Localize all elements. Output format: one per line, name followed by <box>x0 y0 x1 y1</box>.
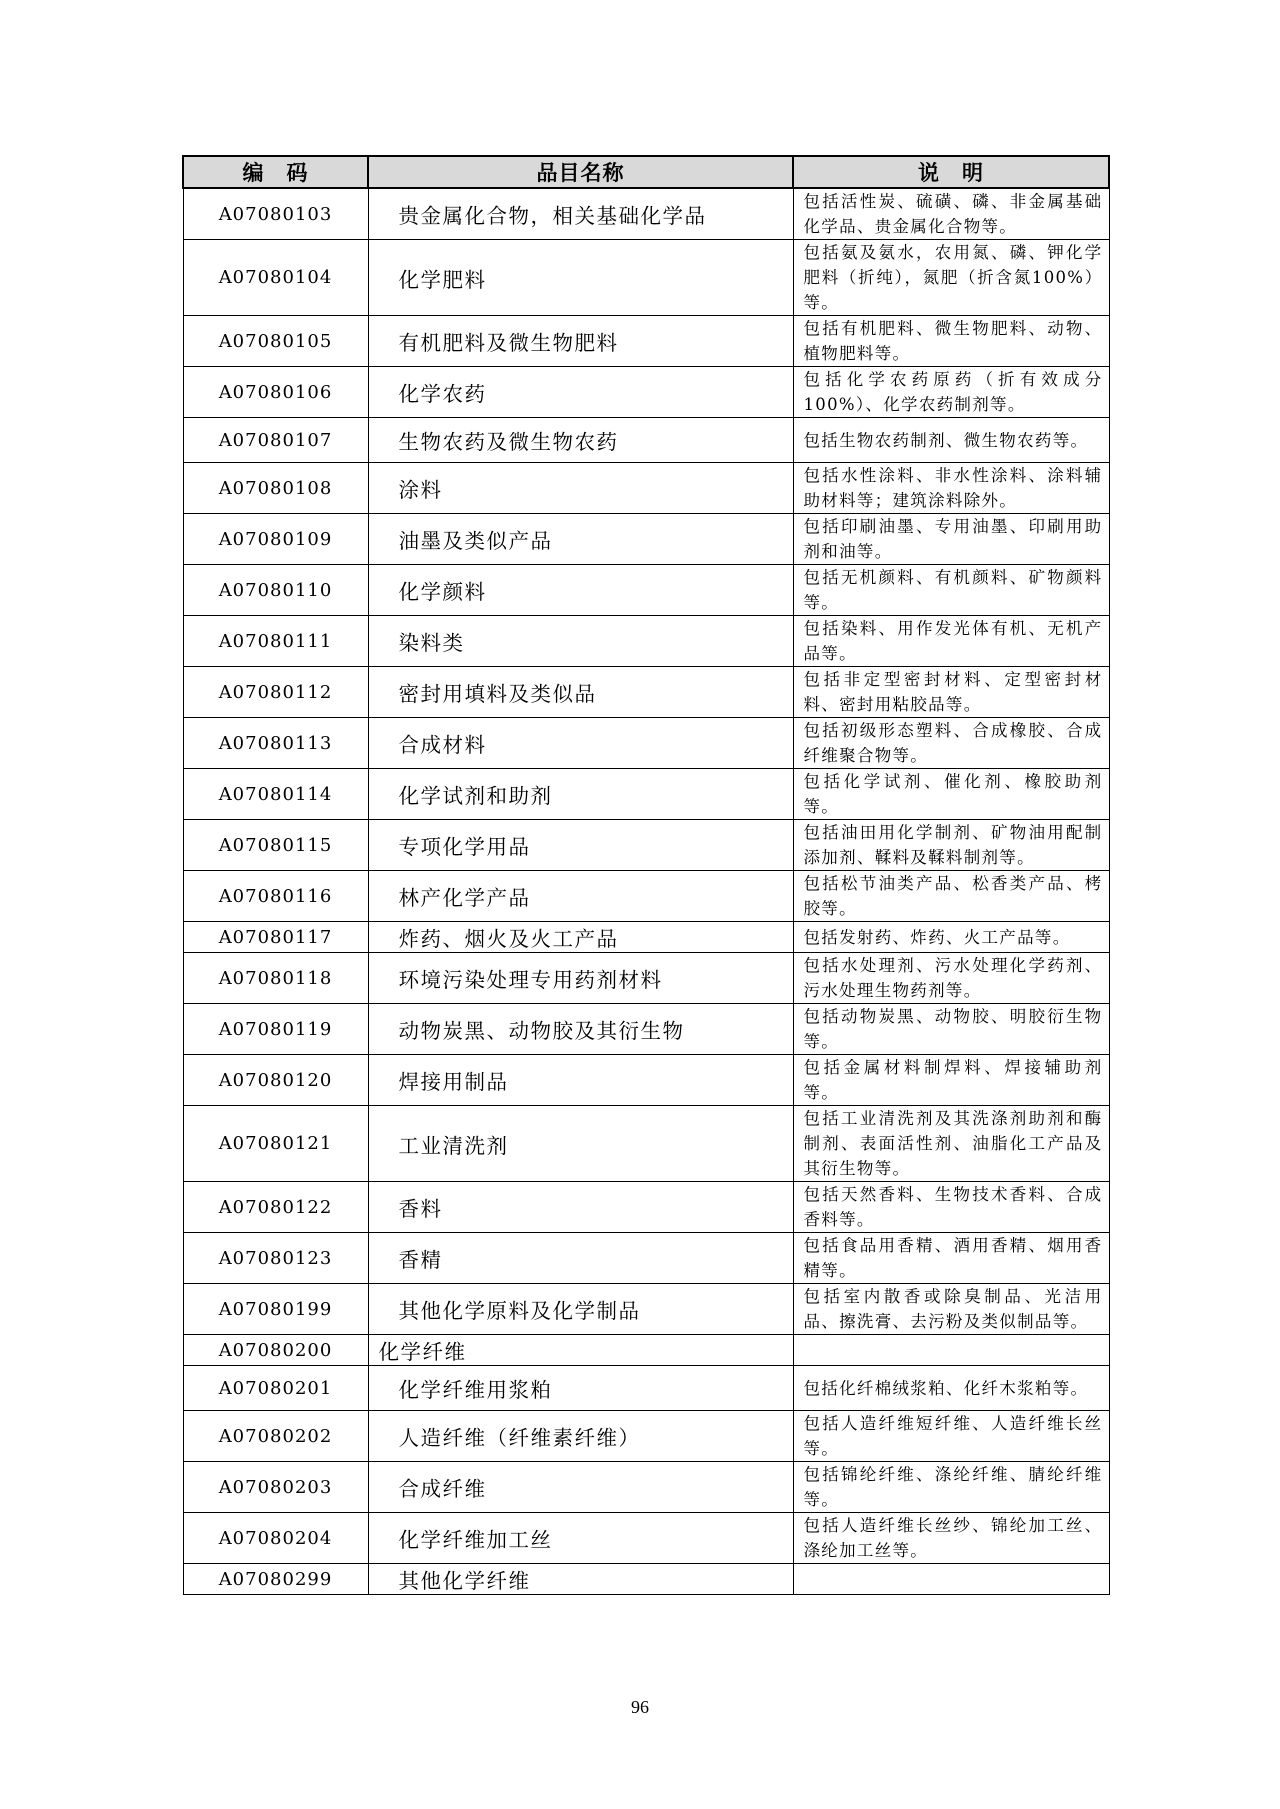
table-row <box>183 922 1109 953</box>
row-desc: 包括初级形态塑料、合成橡胶、合成纤维聚合物等。 <box>793 718 1109 769</box>
row-desc <box>793 1335 1109 1366</box>
row-desc: 包括油田用化学制剂、矿物油用配制添加剂、鞣料及鞣料制剂等。 <box>793 820 1109 871</box>
table-row <box>183 188 1109 240</box>
catalog-table <box>182 155 1110 1595</box>
row-code: A07080108 <box>183 463 368 514</box>
row-code: A07080120 <box>183 1055 368 1106</box>
row-name: 人造纤维（纤维素纤维） <box>368 1411 793 1462</box>
table-row <box>183 1233 1109 1284</box>
row-name: 化学肥料 <box>368 240 793 316</box>
table-row <box>183 1335 1109 1366</box>
row-name: 贵金属化合物，相关基础化学品 <box>368 188 793 240</box>
row-name: 炸药、烟火及火工产品 <box>368 922 793 953</box>
row-desc: 包括人造纤维长丝纱、锦纶加工丝、涤纶加工丝等。 <box>793 1513 1109 1564</box>
row-code: A07080107 <box>183 418 368 463</box>
table-row <box>183 1462 1109 1513</box>
row-code: A07080203 <box>183 1462 368 1513</box>
row-desc: 包括印刷油墨、专用油墨、印刷用助剂和油等。 <box>793 514 1109 565</box>
row-desc: 包括动物炭黑、动物胶、明胶衍生物等。 <box>793 1004 1109 1055</box>
row-desc: 包括发射药、炸药、火工产品等。 <box>793 922 1109 953</box>
row-desc: 包括化学试剂、催化剂、橡胶助剂等。 <box>793 769 1109 820</box>
table-row <box>183 1284 1109 1335</box>
table-row <box>183 769 1109 820</box>
row-name: 染料类 <box>368 616 793 667</box>
header-desc: 说 明 <box>793 156 1109 188</box>
table-row <box>183 514 1109 565</box>
row-desc: 包括人造纤维短纤维、人造纤维长丝等。 <box>793 1411 1109 1462</box>
row-code: A07080118 <box>183 953 368 1004</box>
header-code: 编 码 <box>183 156 368 188</box>
row-code: A07080123 <box>183 1233 368 1284</box>
row-name: 涂料 <box>368 463 793 514</box>
row-desc: 包括染料、用作发光体有机、无机产品等。 <box>793 616 1109 667</box>
page-number: 96 <box>631 1697 649 1717</box>
row-name: 其他化学原料及化学制品 <box>368 1284 793 1335</box>
row-code: A07080121 <box>183 1106 368 1182</box>
table-row <box>183 1366 1109 1411</box>
row-desc: 包括非定型密封材料、定型密封材料、密封用粘胶品等。 <box>793 667 1109 718</box>
row-name: 香料 <box>368 1182 793 1233</box>
header-name: 品目名称 <box>368 156 793 188</box>
row-desc: 包括食品用香精、酒用香精、烟用香精等。 <box>793 1233 1109 1284</box>
row-name: 林产化学产品 <box>368 871 793 922</box>
row-code: A07080109 <box>183 514 368 565</box>
row-code: A07080299 <box>183 1564 368 1595</box>
row-name: 焊接用制品 <box>368 1055 793 1106</box>
row-name: 化学纤维用浆粕 <box>368 1366 793 1411</box>
row-name: 生物农药及微生物农药 <box>368 418 793 463</box>
row-name: 有机肥料及微生物肥料 <box>368 316 793 367</box>
row-desc: 包括锦纶纤维、涤纶纤维、腈纶纤维等。 <box>793 1462 1109 1513</box>
row-desc: 包括水处理剂、污水处理化学药剂、污水处理生物药剂等。 <box>793 953 1109 1004</box>
row-desc: 包括有机肥料、微生物肥料、动物、植物肥料等。 <box>793 316 1109 367</box>
row-name: 动物炭黑、动物胶及其衍生物 <box>368 1004 793 1055</box>
row-code: A07080105 <box>183 316 368 367</box>
row-desc: 包括天然香料、生物技术香料、合成香料等。 <box>793 1182 1109 1233</box>
row-code: A07080110 <box>183 565 368 616</box>
row-name: 密封用填料及类似品 <box>368 667 793 718</box>
row-name: 其他化学纤维 <box>368 1564 793 1595</box>
row-code: A07080113 <box>183 718 368 769</box>
table-row <box>183 871 1109 922</box>
table-row <box>183 565 1109 616</box>
row-code: A07080111 <box>183 616 368 667</box>
table-row <box>183 1564 1109 1595</box>
row-desc: 包括室内散香或除臭制品、光洁用品、擦洗膏、去污粉及类似制品等。 <box>793 1284 1109 1335</box>
row-name: 合成纤维 <box>368 1462 793 1513</box>
row-name: 化学纤维加工丝 <box>368 1513 793 1564</box>
row-code: A07080200 <box>183 1335 368 1366</box>
table-row <box>183 316 1109 367</box>
row-desc <box>793 1564 1109 1595</box>
row-desc: 包括氨及氨水，农用氮、磷、钾化学肥料（折纯），氮肥（折含氮100%）等。 <box>793 240 1109 316</box>
table-row <box>183 820 1109 871</box>
table-row <box>183 240 1109 316</box>
table-row <box>183 667 1109 718</box>
table-row <box>183 1411 1109 1462</box>
row-code: A07080199 <box>183 1284 368 1335</box>
row-desc: 包括松节油类产品、松香类产品、栲胶等。 <box>793 871 1109 922</box>
row-desc: 包括工业清洗剂及其洗涤剂助剂和酶制剂、表面活性剂、油脂化工产品及其衍生物等。 <box>793 1106 1109 1182</box>
row-code: A07080122 <box>183 1182 368 1233</box>
row-name: 专项化学用品 <box>368 820 793 871</box>
row-code: A07080104 <box>183 240 368 316</box>
row-code: A07080112 <box>183 667 368 718</box>
row-name: 油墨及类似产品 <box>368 514 793 565</box>
table-row <box>183 718 1109 769</box>
row-name: 化学纤维 <box>368 1335 793 1366</box>
row-desc: 包括无机颜料、有机颜料、矿物颜料等。 <box>793 565 1109 616</box>
row-code: A07080106 <box>183 367 368 418</box>
row-code: A07080116 <box>183 871 368 922</box>
row-desc: 包括化学农药原药（折有效成分100%）、化学农药制剂等。 <box>793 367 1109 418</box>
table-row <box>183 367 1109 418</box>
row-code: A07080201 <box>183 1366 368 1411</box>
table-row <box>183 953 1109 1004</box>
row-name: 环境污染处理专用药剂材料 <box>368 953 793 1004</box>
row-name: 化学农药 <box>368 367 793 418</box>
row-code: A07080117 <box>183 922 368 953</box>
row-desc: 包括生物农药制剂、微生物农药等。 <box>793 418 1109 463</box>
row-name: 工业清洗剂 <box>368 1106 793 1182</box>
row-code: A07080103 <box>183 188 368 240</box>
row-desc: 包括金属材料制焊料、焊接辅助剂等。 <box>793 1055 1109 1106</box>
row-name: 化学试剂和助剂 <box>368 769 793 820</box>
row-name: 化学颜料 <box>368 565 793 616</box>
table-row <box>183 616 1109 667</box>
table-row <box>183 1182 1109 1233</box>
row-desc: 包括活性炭、硫磺、磷、非金属基础化学品、贵金属化合物等。 <box>793 188 1109 240</box>
row-name: 香精 <box>368 1233 793 1284</box>
row-code: A07080202 <box>183 1411 368 1462</box>
row-desc: 包括化纤棉绒浆粕、化纤木浆粕等。 <box>793 1366 1109 1411</box>
table-row <box>183 1004 1109 1055</box>
table-row <box>183 418 1109 463</box>
row-code: A07080115 <box>183 820 368 871</box>
row-name: 合成材料 <box>368 718 793 769</box>
table-row <box>183 1055 1109 1106</box>
header-row <box>183 156 1109 188</box>
table-row <box>183 1513 1109 1564</box>
row-code: A07080204 <box>183 1513 368 1564</box>
row-code: A07080119 <box>183 1004 368 1055</box>
table-row <box>183 463 1109 514</box>
row-code: A07080114 <box>183 769 368 820</box>
row-desc: 包括水性涂料、非水性涂料、涂料辅助材料等；建筑涂料除外。 <box>793 463 1109 514</box>
table-row <box>183 1106 1109 1182</box>
